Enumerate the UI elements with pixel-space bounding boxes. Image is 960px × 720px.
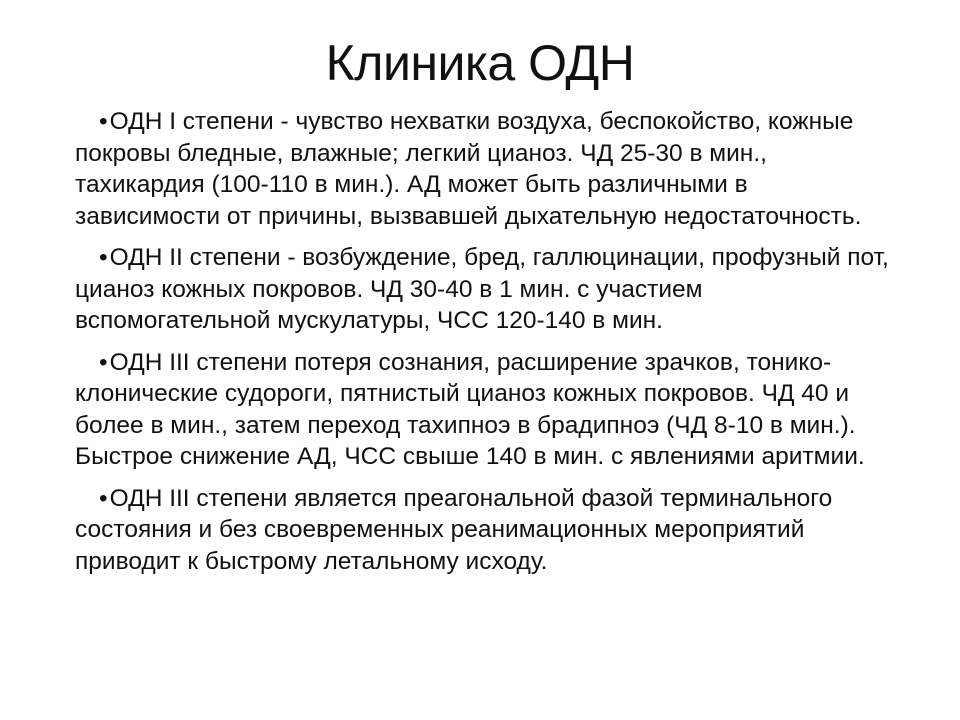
- bullet-list: [75, 106, 895, 587]
- bullet-text-3: ОДН III степени потеря сознания, расширение зрачков, тонико- клонические судороги, пятнистый цианоз кожных покровов. ЧД 40 и более в мин., затем переход тахипноэ в брадипноэ (ЧД 8-10 в мин.). Быстрое снижение АД, ЧСС свыше 140 в мин. с явлениями аритмии.: [75, 348, 865, 470]
- bullet-item-4: [75, 483, 895, 578]
- bullet-item-1: [75, 106, 895, 232]
- bullet-item-3: [75, 347, 895, 473]
- bullet-text-4: ОДН III степени является преагональной фазой терминального состояния и без своевременных реанимационных мероприятий приводит к быстрому летальному исходу.: [75, 484, 833, 575]
- bullet-marker: •: [99, 348, 108, 376]
- bullet-item-2: [75, 242, 895, 337]
- bullet-marker: •: [99, 484, 108, 512]
- bullet-marker: •: [99, 244, 108, 271]
- bullet-text-1: ОДН I степени - чувство нехватки воздуха, беспокойство, кожные покровы бледные, влажные; легкий цианоз. ЧД 25-30 в мин., тахикардия (100-110 в мин.). АД может быть различными в зависимости от причины, вызвавшей дыхательную недостаточность.: [75, 108, 862, 230]
- bullet-text-2: ОДН II степени - возбуждение, бред, галлюцинации, профузный пот, цианоз кожных покровов. ЧД 30-40 в 1 мин. с участием вспомогательной мускулатуры, ЧСС 120-140 в мин.: [75, 244, 889, 334]
- bullet-marker: •: [99, 108, 108, 135]
- slide-title: Клиника ОДН: [325, 35, 635, 91]
